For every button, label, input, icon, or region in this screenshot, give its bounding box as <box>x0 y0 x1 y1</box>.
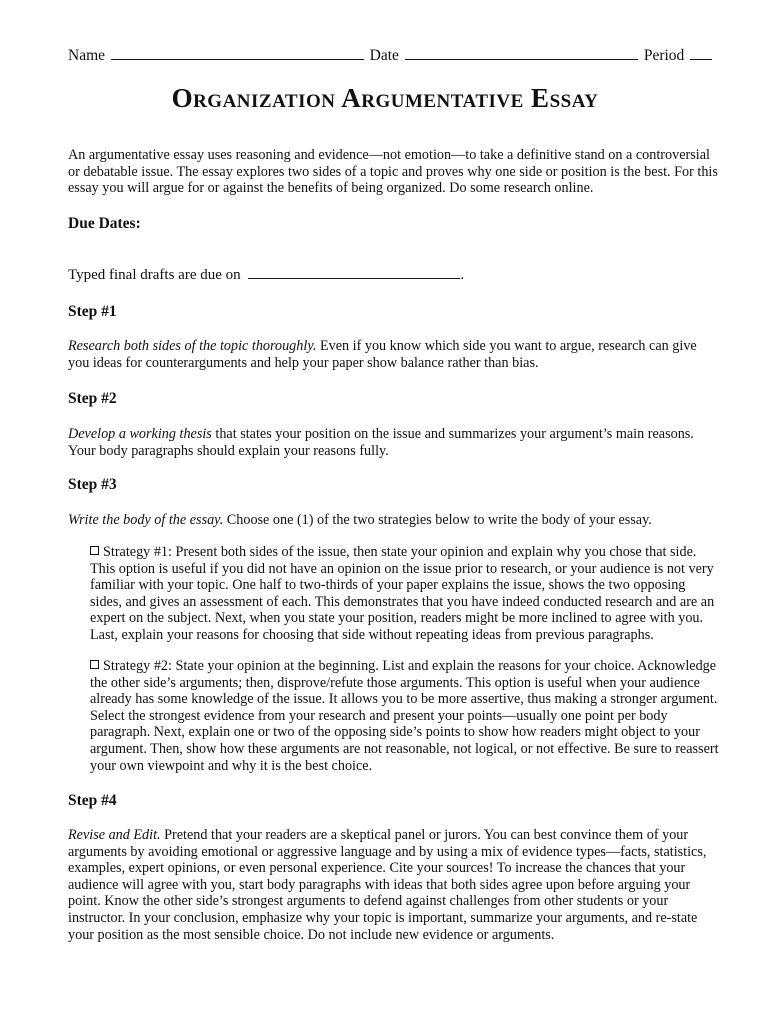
step4-paragraph <box>68 827 718 943</box>
step2-text: that states your position on the issue and summarizes your argument’s main reasons. Your body paragraphs should explain your reasons fully. <box>68 426 694 459</box>
step1-text: Even if you know which side you want to argue, research can give you ideas for counterarguments and help your paper show balance rather than bias. <box>68 338 697 371</box>
step3-heading: Step #3 <box>68 476 117 493</box>
date-blank[interactable] <box>405 46 638 60</box>
due-dates-heading: Due Dates: <box>68 215 141 232</box>
name-label: Name <box>68 47 106 64</box>
step4-heading: Step #4 <box>68 792 117 809</box>
period-blank[interactable] <box>690 46 712 60</box>
step3-text: Choose one (1) of the two strategies below to write the body of your essay. <box>223 512 652 528</box>
step1-lead: Research both sides of the topic thoroughly. <box>68 338 317 354</box>
step2-lead: Develop a working thesis <box>68 426 212 442</box>
step3-lead: Write the body of the essay. <box>68 512 224 528</box>
step1-heading: Step #1 <box>68 303 117 320</box>
strategy2-paragraph <box>90 658 720 774</box>
due-date-blank[interactable] <box>248 266 460 279</box>
step2-paragraph <box>68 426 718 459</box>
step3-paragraph <box>68 512 718 529</box>
step2-heading: Step #2 <box>68 390 117 407</box>
due-date-label: Typed final drafts are due on <box>68 267 241 283</box>
intro-paragraph: An argumentative essay uses reasoning and evidence—not emotion—to take a definitive stand on a controversial or debatable issue. The essay explores two sides of a topic and proves why one side or position is the best. For this essay you will argue for or against the benefits of being organized. Do some research online. <box>68 147 718 197</box>
strategy1-checkbox[interactable] <box>90 546 99 555</box>
name-blank[interactable] <box>111 46 364 60</box>
header-fields <box>68 46 718 65</box>
strategy2-text: Strategy #2: State your opinion at the beginning. List and explain the reasons for your choice. Acknowledge the other side’s arguments; then, disprove/refute those arguments. This option is useful when your audience already has some knowledge of the issue. It allows you to be more assertive, thus making a stronger argument. Select the strongest evidence from your research and present your points—usually one point per body paragraph. Next, explain one or two of the opposing side’s points to show how readers might object to your argument. Then, show how these arguments are not reasonable, not logical, or not effective. Be sure to reassert your own viewpoint and why it is the best choice. <box>90 658 719 774</box>
due-date-line <box>68 266 718 284</box>
step1-paragraph <box>68 338 718 371</box>
period-label: Period <box>643 47 685 64</box>
strategy1-paragraph <box>90 544 720 644</box>
page-title: Organization Argumentative Essay <box>171 83 599 113</box>
step4-lead: Revise and Edit. <box>68 827 161 843</box>
strategy1-text: Strategy #1: Present both sides of the issue, then state your opinion and explain why you chose that side. This option is useful if you did not have an opinion on the issue prior to research, or your audience is not very familiar with your topic. One half to two-thirds of your paper explains the issue, shows the two opposing sides, and gives an assessment of each. This demonstrates that you have indeed conducted research and are an expert on the subject. Next, when you state your position, readers might be more inclined to agree with you. Last, explain your reasons for choosing that side without repeating ideas from previous paragraphs. <box>90 544 715 643</box>
due-date-period: . <box>460 267 465 283</box>
strategy2-checkbox[interactable] <box>90 660 99 669</box>
step4-text: Pretend that your readers are a skeptical panel or jurors. You can best convince them of your arguments by avoiding emotional or aggressive language and by using a mix of evidence types—facts, statistics, examples, expert opinions, or even personal experience. Cite your sources! To increase the chances that your audience will agree with you, start body paragraphs with ideas that both sides agree upon before arguing your point. Know the other side’s strongest arguments to defend against challenges from other students or your instructor. In your conclusion, emphasize why your topic is important, summarize your arguments, and re-state your position as the most sensible choice. Do not include new evidence or arguments. <box>68 827 707 943</box>
date-label: Date <box>369 47 399 64</box>
